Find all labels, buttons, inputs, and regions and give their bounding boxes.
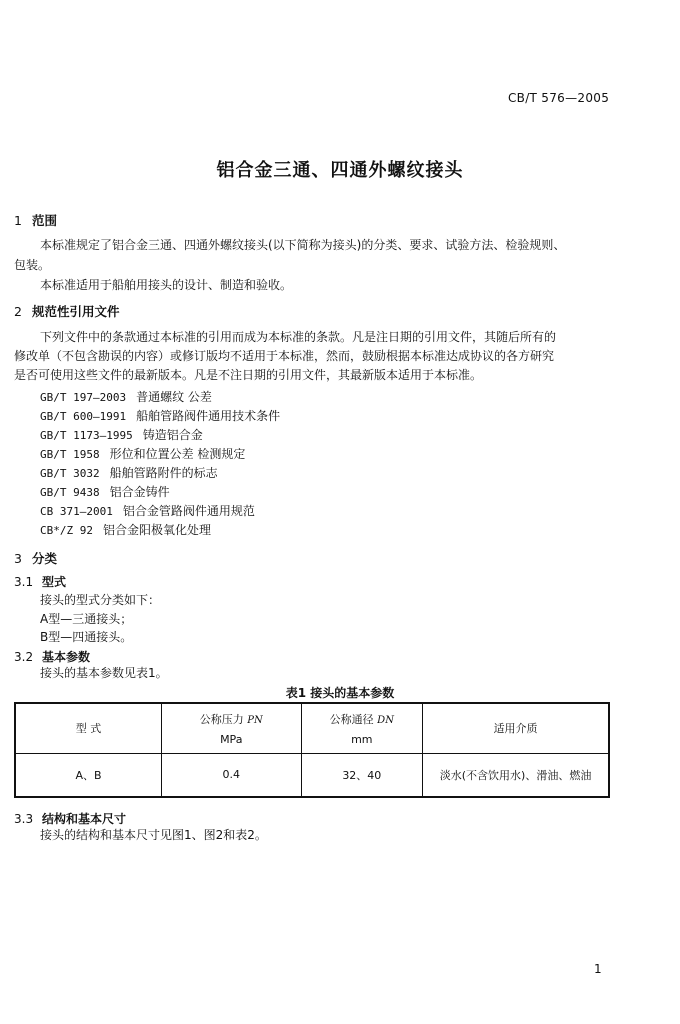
- reference-code: GB/T 9438: [40, 486, 100, 499]
- reference-code: CB*/Z 92: [40, 524, 93, 537]
- reference-name: 铝合金管路阀件通用规范: [122, 504, 255, 518]
- section-2-para-line: 修改单（不包含勘误的内容）或修订版均不适用于本标准，然而，鼓励根据本标准达成协议的各方研究: [14, 349, 555, 363]
- reference-item: [40, 521, 211, 538]
- subsection-3-2-text: 接头的基本参数见表1。: [40, 666, 168, 680]
- pressure-unit: MPa: [220, 732, 243, 746]
- cell-medium: 淡水(不含饮用水)、滑油、燃油: [423, 753, 609, 797]
- header-pressure: [161, 703, 301, 753]
- page-number: 1: [594, 962, 602, 976]
- section-title: 分类: [32, 551, 58, 566]
- subsection-3-3-heading: [14, 810, 126, 827]
- reference-code: GB/T 197—2003: [40, 391, 127, 404]
- section-1-para-line: 本标准规定了铝合金三通、四通外螺纹接头(以下简称为接头)的分类、要求、试验方法、检验规则、: [40, 238, 566, 252]
- section-number: 3: [14, 551, 22, 566]
- section-title: 规范性引用文件: [32, 304, 120, 319]
- subsection-3-3-text: 接头的结构和基本尺寸见图1、图2和表2。: [40, 828, 267, 842]
- table-1-caption: 表1 接头的基本参数: [285, 686, 395, 700]
- reference-code: GB/T 1958: [40, 448, 100, 461]
- section-1-heading: [14, 211, 57, 229]
- reference-code: GB/T 600—1991: [40, 410, 127, 423]
- type-b-line: B型—四通接头。: [40, 630, 133, 644]
- section-2-para-line: 下列文件中的条款通过本标准的引用而成为本标准的条款。凡是注日期的引用文件，其随后所有的: [40, 330, 557, 344]
- reference-item: [40, 407, 280, 424]
- diameter-label: 公称通径: [329, 712, 374, 726]
- reference-item: [40, 483, 170, 500]
- reference-item: [40, 502, 255, 519]
- section-1-para-2: 本标准适用于船舶用接头的设计、制造和验收。: [40, 278, 293, 292]
- table-row: [15, 753, 609, 797]
- section-title: 范围: [32, 213, 58, 228]
- header-medium: 适用介质: [423, 703, 609, 753]
- standard-number: CB/T 576—2005: [508, 91, 610, 105]
- cell-pressure: 0.4: [161, 753, 301, 797]
- reference-item: [40, 464, 218, 481]
- table-1: [14, 702, 610, 798]
- subsection-number: 3.1: [14, 575, 34, 589]
- reference-name: 普通螺纹 公差: [136, 390, 212, 404]
- reference-name: 形位和位置公差 检测规定: [109, 447, 246, 461]
- type-a-line: A型—三通接头；: [40, 612, 133, 626]
- reference-item: [40, 445, 245, 462]
- subsection-number: 3.3: [14, 812, 34, 826]
- document-title: 铝合金三通、四通外螺纹接头: [216, 160, 464, 181]
- subsection-title: 型式: [42, 575, 67, 589]
- reference-name: 铝合金阳极氧化处理: [102, 523, 211, 537]
- reference-name: 船舶管路附件的标志: [109, 466, 218, 480]
- section-2-heading: [14, 302, 120, 320]
- subsection-number: 3.2: [14, 650, 34, 664]
- section-1-para-line: 包装。: [14, 258, 51, 272]
- section-3-heading: [14, 549, 57, 567]
- reference-item: [40, 388, 212, 405]
- reference-name: 船舶管路阀件通用技术条件: [136, 409, 281, 423]
- section-number: 1: [14, 213, 22, 228]
- subsection-3-1-heading: [14, 573, 66, 590]
- diameter-unit: mm: [351, 732, 373, 746]
- reference-name: 铝合金铸件: [109, 485, 170, 499]
- subsection-title: 基本参数: [42, 650, 91, 664]
- header-type: 型 式: [15, 703, 161, 753]
- pressure-label: 公称压力: [199, 712, 244, 726]
- subsection-title: 结构和基本尺寸: [42, 812, 127, 826]
- cell-diameter: 32、40: [301, 753, 423, 797]
- reference-code: GB/T 3032: [40, 467, 100, 480]
- section-2-para-line: 是否可使用这些文件的最新版本。凡是不注日期的引用文件，其最新版本适用于本标准。: [14, 368, 483, 382]
- subsection-3-1-intro: 接头的型式分类如下：: [40, 593, 161, 607]
- header-diameter: [301, 703, 423, 753]
- table-header-row: [15, 703, 609, 753]
- subsection-3-2-heading: [14, 648, 90, 665]
- reference-item: [40, 426, 203, 443]
- reference-code: GB/T 1173—1995: [40, 429, 133, 442]
- reference-code: CB 371—2001: [40, 505, 113, 518]
- cell-type: A、B: [15, 753, 161, 797]
- reference-name: 铸造铝合金: [142, 428, 203, 442]
- section-number: 2: [14, 304, 22, 319]
- diameter-symbol: DN: [377, 714, 394, 726]
- pressure-symbol: PN: [247, 714, 263, 726]
